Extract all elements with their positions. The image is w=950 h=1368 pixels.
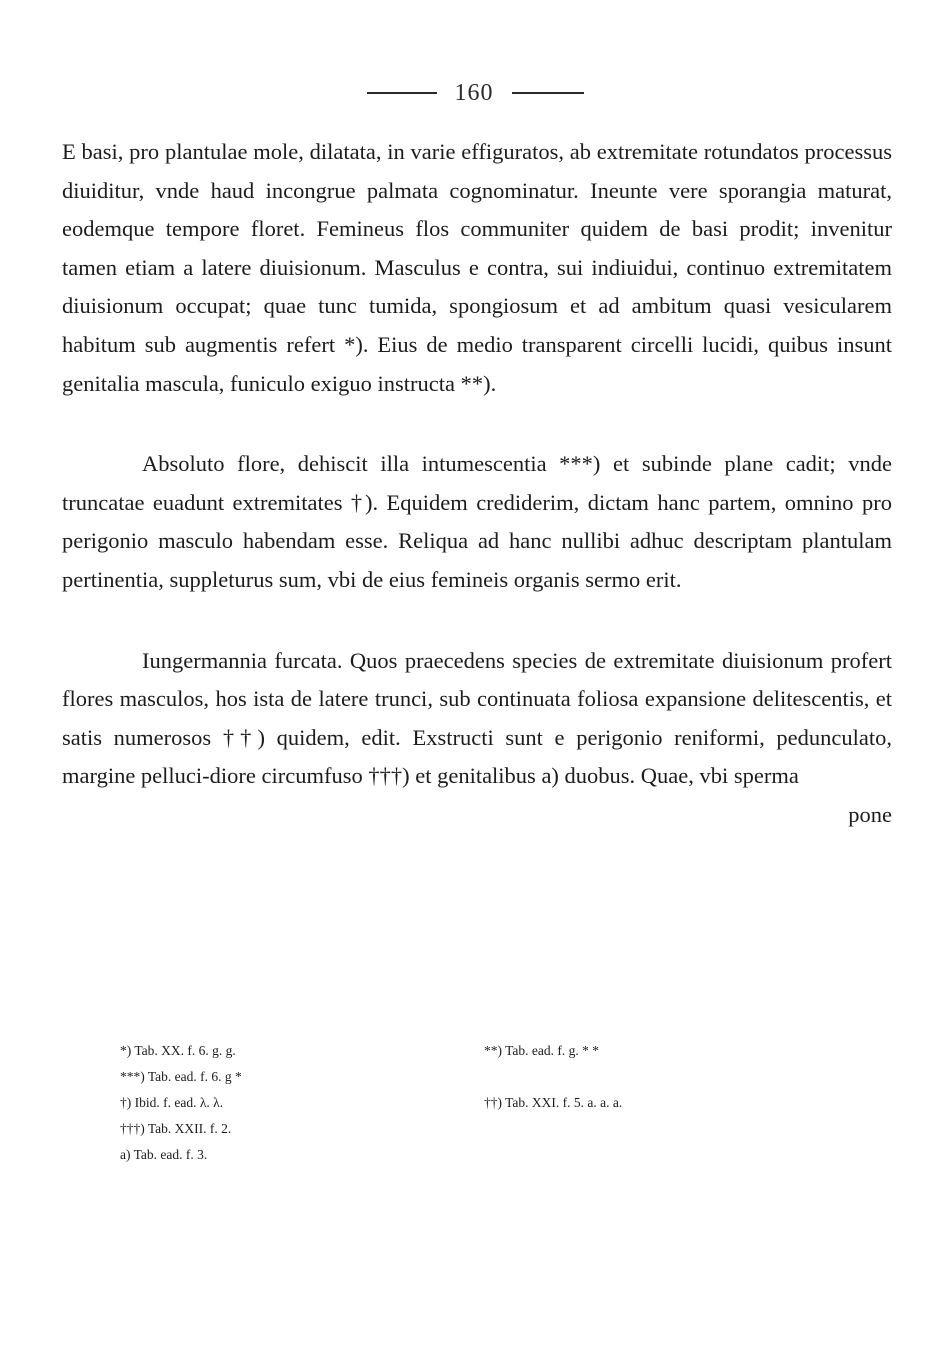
footnotes-left-column <box>120 1038 460 1168</box>
footnote-5: ††) Tab. XXI. f. 5. a. a. a. <box>484 1095 623 1110</box>
header-rule-right <box>512 92 584 94</box>
paragraph-3: Iungermannia furcata. Quos praecedens species de extremitate diuisionum profert flores masculos, hos ista de latere trunci, sub continuata foliosa expansione delitescentis, et satis numerosos ††) quidem, edit. Exstructi sunt e perigonio reniformi, pedunculato, margine pelluci-diore circumfuso †††) et genitalibus a) duobus. Quae, vbi sperma <box>62 647 892 789</box>
paragraph-2: Absoluto flore, dehiscit illa intumescentia ***) et subinde plane cadit; vnde truncatae euadunt extremitates †). Equidem crediderim, dictam hanc partem, omnino pro perigonio masculo habendam esse. Reliqua ad hanc nullibi adhuc descriptam plantulam pertinentia, suppleturus sum, vbi de eius femineis organis sermo erit. <box>62 451 892 592</box>
footnote-4: †) Ibid. f. ead. λ. λ. <box>120 1095 224 1110</box>
footnote-7: a) Tab. ead. f. 3. <box>120 1147 208 1162</box>
page-number: 160 <box>454 79 494 106</box>
footnote-2: **) Tab. ead. f. g. * * <box>484 1043 600 1058</box>
catchword: pone <box>848 801 892 827</box>
paragraph-1: E basi, pro plantulae mole, dilatata, in varie effiguratos, ab extremitate rotundatos processus diuiditur, vnde haud incongrue palmata cognominatur. Ineunte vere sporangia maturat, eodemque tempore floret. Femineus flos communiter quidem de basi prodit; invenitur tamen etiam a latere diuisionum. Masculus e contra, sui indiuidui, continuo extremitatem diuisionum occupat; quae tunc tumida, spongiosum et ad ambitum quasi vesicularem habitum sub augmentis refert *). Eius de medio transparent circelli lucidi, quibus insunt genitalia mascula, funiculo exiguo instructa **). <box>62 139 892 396</box>
header-rule-left <box>367 92 437 94</box>
page-header <box>0 78 950 108</box>
footnotes-right-column <box>484 1038 824 1116</box>
footnote-1: *) Tab. XX. f. 6. g. g. <box>120 1043 236 1058</box>
main-text <box>62 133 892 835</box>
footnote-6: †††) Tab. XXII. f. 2. <box>120 1121 232 1136</box>
footnote-3: ***) Tab. ead. f. 6. g * <box>120 1069 242 1084</box>
